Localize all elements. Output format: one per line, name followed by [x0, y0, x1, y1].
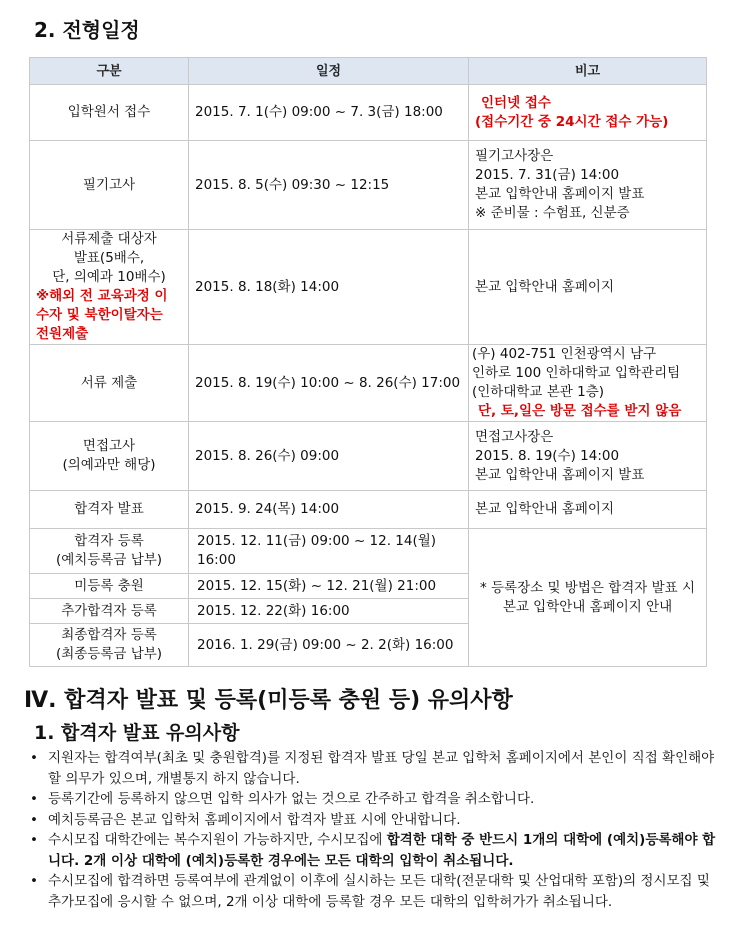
header-note: 비고 [469, 58, 707, 85]
row-schedule: 2015. 12. 22(화) 16:00 [189, 599, 469, 624]
row-note [469, 85, 707, 141]
row-schedule: 2015. 8. 5(수) 09:30 ~ 12:15 [189, 141, 469, 230]
row-note: 본교 입학안내 홈페이지 [469, 230, 707, 345]
row-category: 추가합격자 등록 [30, 599, 189, 624]
table-row [30, 491, 707, 529]
list-item: • 수시모집 대학간에는 복수지원이 가능하지만, 수시모집에 합격한 대학 중 반드시 1개의 대학에 (예치)등록해야 합니다. 2개 이상 대학에 (예치)등록한 경우에는 모든 대학의 입학이 취소됩니다. [30, 832, 716, 869]
bullet-icon: • [30, 750, 38, 766]
row-category: 필기고사 [30, 141, 189, 230]
list-item: • 지원자는 합격여부(최초 및 충원합격)를 지정된 합격자 발표 당일 본교 입학처 홈페이지에서 본인이 직접 확인해야 할 의무가 있으며, 개별통지 하지 않습니다. [30, 750, 715, 787]
table-header-row [30, 58, 707, 85]
category-red-note: ※해외 전 교육과정 이 [36, 288, 168, 304]
row-category: 최종합격자 등록 (최종등록금 납부) [30, 624, 189, 667]
header-category: 구분 [30, 58, 189, 85]
row-category: 합격자 등록 (예치등록금 납부) [30, 529, 189, 574]
bold-notice: 합격한 대학 중 반드시 1개의 대학에 (예치)등록해야 합니다. 2개 이상 대학에 (예치)등록한 경우에는 모든 대학의 입학이 취소됩니다. [48, 832, 716, 869]
note-red-line: 인터넷 접수 [481, 94, 551, 111]
notice-list [30, 748, 720, 912]
table-row [30, 422, 707, 491]
bullet-icon: • [30, 811, 38, 828]
row-schedule: 2015. 12. 11(금) 09:00 ~ 12. 14(월) 16:00 [189, 529, 469, 574]
bullet-icon: • [30, 873, 38, 889]
row-schedule: 2015. 8. 19(수) 10:00 ~ 8. 26(수) 17:00 [189, 345, 469, 422]
row-note: 본교 입학안내 홈페이지 [469, 491, 707, 529]
heading-main: Ⅳ. 합격자 발표 및 등록(미등록 충원 등) 유의사항 [24, 688, 513, 713]
row-note: (우) 402-751 인천광역시 남구 인하로 100 인하대학교 입학관리팀 (인하대학교 본관 1층) 단, 토,일은 방문 접수를 받지 않음 [469, 345, 707, 422]
table-row [30, 141, 707, 230]
row-category: 입학원서 접수 [30, 85, 189, 141]
row-category: 서류제출 대상자 발표(5배수, 단, 의예과 10배수) ※해외 전 교육과정 이 수자 및 북한이탈자는 전원제출 [30, 230, 189, 345]
row-schedule: 2015. 7. 1(수) 09:00 ~ 7. 3(금) 18:00 [189, 85, 469, 141]
row-category: 서류 제출 [30, 345, 189, 422]
row-note: 필기고사장은 2015. 7. 31(금) 14:00 본교 입학안내 홈페이지 발표 ※ 준비물 : 수험표, 신분증 [469, 141, 707, 230]
header-schedule: 일정 [189, 58, 469, 85]
row-schedule: 2015. 12. 15(화) ~ 12. 21(월) 21:00 [189, 574, 469, 599]
section-title: 2. 전형일정 [34, 18, 140, 42]
row-category: 면접고사 (의예과만 해당) [30, 422, 189, 491]
row-note: 면접고사장은 2015. 8. 19(수) 14:00 본교 입학안내 홈페이지 발표 [469, 422, 707, 491]
heading-sub: 1. 합격자 발표 유의사항 [34, 722, 240, 744]
bullet-icon: • [30, 832, 38, 848]
row-category: 미등록 충원 [30, 574, 189, 599]
note-red-line: (접수기간 중 24시간 접수 가능) [475, 113, 669, 130]
row-schedule: 2015. 8. 26(수) 09:00 [189, 422, 469, 491]
table-row [30, 529, 707, 574]
list-item: • 수시모집에 합격하면 등록여부에 관계없이 이후에 실시하는 모든 대학(전문대학 및 산업대학 포함)의 정시모집 및 추가모집에 응시할 수 없으며, 2개 이상 대학에 등록할 경우 모든 대학의 입학허가가 취소됩니다. [30, 873, 710, 910]
merged-note: * 등록장소 및 방법은 합격자 발표 시 본교 입학안내 홈페이지 안내 [469, 529, 707, 667]
row-schedule: 2016. 1. 29(금) 09:00 ~ 2. 2(화) 16:00 [189, 624, 469, 667]
table-row [30, 345, 707, 422]
row-schedule: 2015. 8. 18(화) 14:00 [189, 230, 469, 345]
table-row [30, 85, 707, 141]
schedule-table [29, 57, 707, 667]
bullet-icon: • [30, 791, 38, 807]
row-schedule: 2015. 9. 24(목) 14:00 [189, 491, 469, 529]
row-category: 합격자 발표 [30, 491, 189, 529]
list-item: • 등록기간에 등록하지 않으면 입학 의사가 없는 것으로 간주하고 합격을 취소합니다. [30, 789, 720, 810]
table-row [30, 230, 707, 345]
list-item: • 예치등록금은 본교 입학처 홈페이지에서 합격자 발표 시에 안내합니다. [30, 810, 720, 831]
